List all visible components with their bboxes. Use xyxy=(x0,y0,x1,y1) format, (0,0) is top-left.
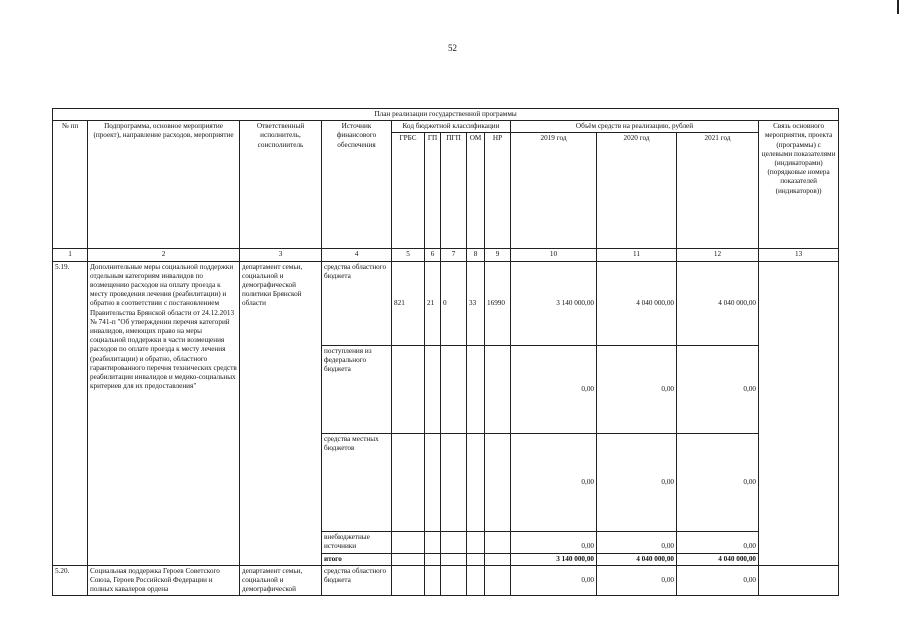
row-value-2020: 0,00 xyxy=(597,345,677,433)
row-num: 5.19. xyxy=(53,261,88,565)
row-source: внебюджетные источники xyxy=(322,531,392,553)
row-source: итого xyxy=(322,553,392,565)
header-budget-code: Код бюджетной классификации xyxy=(392,121,511,133)
header-grbs: ГРБС xyxy=(392,133,425,249)
col-number: 4 xyxy=(322,249,392,261)
col-number: 6 xyxy=(425,249,441,261)
table-row xyxy=(53,261,839,345)
header-om: ОМ xyxy=(467,133,485,249)
header-2020: 2020 год xyxy=(597,133,677,249)
header-link: Связь основного мероприятия, проекта (программы) с целевыми показателями (индикаторами) (порядковые номера показателей (индикаторов)) xyxy=(759,121,839,249)
table-row xyxy=(53,565,839,596)
row-gp: 21 xyxy=(425,261,441,345)
row-total-2021: 4 040 000,00 xyxy=(677,553,759,565)
scan-edge-mark xyxy=(897,0,899,14)
col-number: 1 xyxy=(53,249,88,261)
header-gp: ГП xyxy=(425,133,441,249)
row-om: 33 xyxy=(467,261,485,345)
row-value-2019: 0,00 xyxy=(511,531,597,553)
row-program: Дополнительные меры социальной поддержки отдельным категориям инвалидов по возмещению расходов на оплату проезда к месту проведения лечения (реабилитации) и обратно в соответствии с постановлением Правительства Брянской области от 24.12.2013 № 741-п "Об утверждении перечня категорий инвалидов, имеющих право на меры социальной поддержки в части возмещения расходов по оплате проезда к месту лечения (реабилитации) и обратно, областного гарантированного перечня технических средств реабилитации инвалидов и медико-социальных критериев для их предоставления" xyxy=(88,261,240,565)
row-num: 5.20. xyxy=(53,565,88,596)
col-number: 13 xyxy=(759,249,839,261)
header-2021: 2021 год xyxy=(677,133,759,249)
col-number: 9 xyxy=(485,249,511,261)
col-number: 5 xyxy=(392,249,425,261)
program-plan-table xyxy=(52,108,839,596)
header-pgp: ПГП xyxy=(441,133,467,249)
row-value-2021: 0,00 xyxy=(677,433,759,531)
header-program: Подпрограмма, основное мероприятие (проект), направление расходов, мероприятие xyxy=(88,121,240,249)
row-value-2020: 0,00 xyxy=(597,565,677,596)
row-value-2020: 0,00 xyxy=(597,433,677,531)
col-number: 2 xyxy=(88,249,240,261)
row-source: средства областного бюджета xyxy=(322,565,392,596)
row-grbs: 821 xyxy=(392,261,425,345)
row-total-2020: 4 040 000,00 xyxy=(597,553,677,565)
header-responsible: Ответственный исполнитель, соисполнитель xyxy=(240,121,322,249)
row-value-2020: 4 040 000,00 xyxy=(597,261,677,345)
row-value-2021: 4 040 000,00 xyxy=(677,261,759,345)
col-number: 3 xyxy=(240,249,322,261)
header-2019: 2019 год xyxy=(511,133,597,249)
header-num: № пп xyxy=(53,121,88,249)
row-value-2020: 0,00 xyxy=(597,531,677,553)
row-value-2019: 3 140 000,00 xyxy=(511,261,597,345)
row-source: поступления из федерального бюджета xyxy=(322,345,392,433)
row-responsible: департамент семьи, социальной и демографической xyxy=(240,565,322,596)
row-link xyxy=(759,261,839,565)
col-number: 11 xyxy=(597,249,677,261)
col-number: 10 xyxy=(511,249,597,261)
table-caption: План реализации государственной программы xyxy=(53,109,839,121)
row-nr: 16990 xyxy=(485,261,511,345)
page-number: 52 xyxy=(448,43,457,53)
row-value-2021: 0,00 xyxy=(677,531,759,553)
header-volume: Объём средств на реализацию, рублей xyxy=(511,121,759,133)
row-source: средства областного бюджета xyxy=(322,261,392,345)
row-total-2019: 3 140 000,00 xyxy=(511,553,597,565)
col-number: 7 xyxy=(441,249,467,261)
col-number: 12 xyxy=(677,249,759,261)
header-nr: НР xyxy=(485,133,511,249)
col-number: 8 xyxy=(467,249,485,261)
row-pgp: 0 xyxy=(441,261,467,345)
row-value-2019: 0,00 xyxy=(511,565,597,596)
row-value-2021: 0,00 xyxy=(677,565,759,596)
row-value-2019: 0,00 xyxy=(511,345,597,433)
row-program: Социальная поддержка Героев Советского Союза, Героев Российской Федерации и полных кавалеров ордена xyxy=(88,565,240,596)
column-number-row xyxy=(53,249,839,261)
row-source: средства местных бюджетов xyxy=(322,433,392,531)
row-value-2019: 0,00 xyxy=(511,433,597,531)
row-responsible: департамент семьи, социальной и демографической политики Брянской области xyxy=(240,261,322,565)
header-source: Источник финансового обеспечения xyxy=(322,121,392,249)
row-value-2021: 0,00 xyxy=(677,345,759,433)
